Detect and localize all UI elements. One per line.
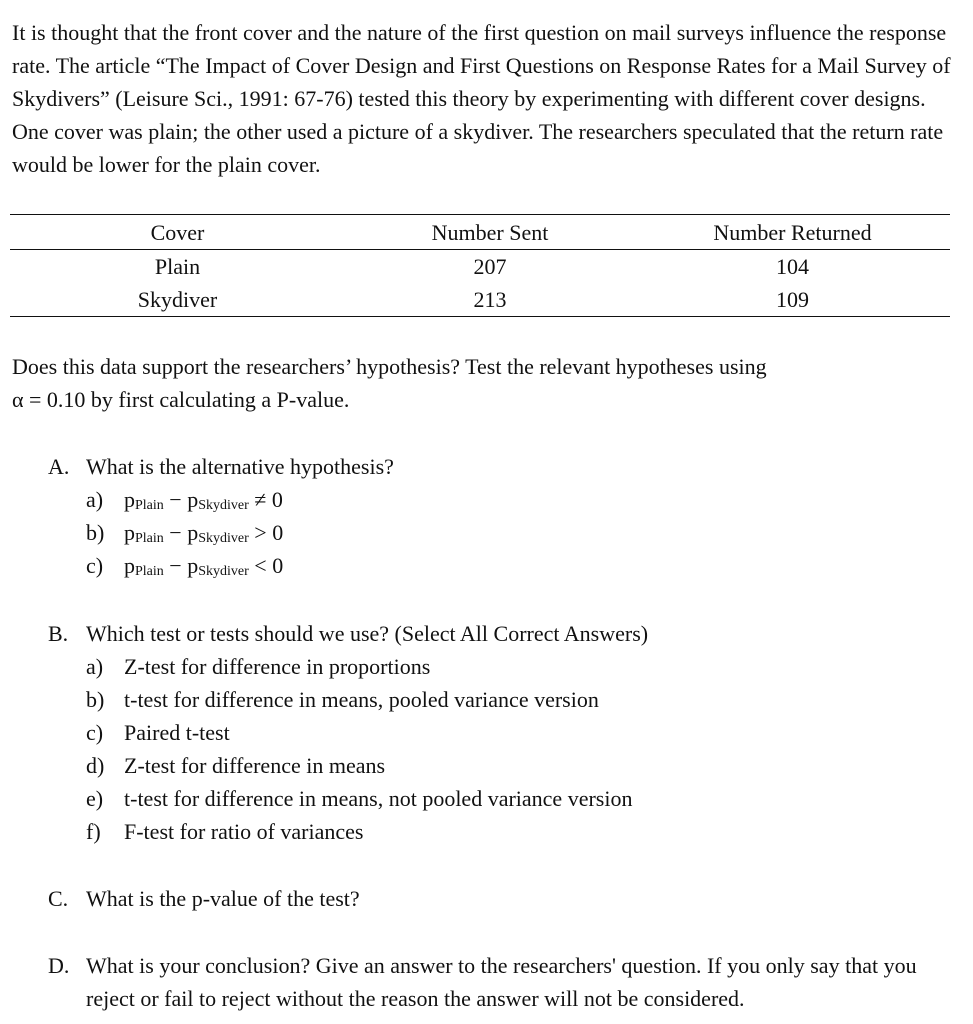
part-d-question: What is your conclusion? Give an answer to the researchers' question. If you only say that you reject or fail to reject without the reason the answer will not be considered. bbox=[86, 953, 917, 1011]
part-a-letter: A. bbox=[48, 454, 70, 479]
rhs-value: 0 bbox=[271, 487, 283, 512]
part-b-options bbox=[48, 650, 958, 848]
p-symbol: p bbox=[187, 487, 199, 512]
subscript-skydiver: Skydiver bbox=[198, 498, 249, 513]
p-symbol: p bbox=[124, 487, 135, 512]
part-a-options bbox=[48, 483, 958, 582]
cell-cover: Skydiver bbox=[10, 283, 345, 317]
operator: ≠ bbox=[248, 487, 272, 512]
subscript-plain: Plain bbox=[135, 564, 164, 579]
operator: < bbox=[248, 553, 273, 578]
option-letter: e) bbox=[86, 786, 104, 811]
header-number-returned: Number Returned bbox=[635, 215, 950, 250]
subscript-plain: Plain bbox=[135, 498, 164, 513]
option-letter: c) bbox=[86, 720, 104, 745]
minus-sign: − bbox=[163, 520, 188, 545]
option-text: t-test for difference in means, not pooled variance version bbox=[124, 786, 633, 811]
option-letter: d) bbox=[86, 753, 105, 778]
data-table bbox=[10, 214, 950, 317]
minus-sign: − bbox=[163, 553, 188, 578]
part-b-option-b[interactable] bbox=[48, 683, 958, 716]
problem-intro: It is thought that the front cover and the nature of the first question on mail surveys influence the response rate. The article “The Impact of Cover Design and First Questions on Response Rates for a Mail Survey of Skydivers” (Leisure Sci., 1991: 67-76) tested this theory by experimenting with different cover designs. One cover was plain; the other used a picture of a skydiver. The researchers speculated that the return rate would be lower for the plain cover. bbox=[12, 20, 951, 177]
table-row bbox=[10, 283, 950, 317]
part-a bbox=[48, 450, 958, 582]
question-line-2: α = 0.10 by first calculating a P-value. bbox=[12, 387, 350, 412]
part-b bbox=[48, 617, 958, 848]
part-a-question: What is the alternative hypothesis? bbox=[86, 454, 394, 479]
part-c bbox=[48, 882, 958, 915]
part-c-question: What is the p-value of the test? bbox=[86, 886, 360, 911]
option-text: Z-test for difference in means bbox=[124, 753, 386, 778]
part-d-letter: D. bbox=[48, 953, 70, 978]
subscript-skydiver: Skydiver bbox=[198, 531, 249, 546]
part-b-option-e[interactable] bbox=[48, 782, 958, 815]
cell-number-returned: 104 bbox=[776, 254, 809, 279]
option-text: t-test for difference in means, pooled variance version bbox=[124, 687, 599, 712]
minus-sign: − bbox=[163, 487, 188, 512]
p-symbol: p bbox=[187, 553, 199, 578]
cell-number-sent: 207 bbox=[473, 254, 507, 279]
cell-number-sent: 213 bbox=[345, 283, 635, 317]
part-b-option-d[interactable] bbox=[48, 749, 958, 782]
part-b-option-f[interactable] bbox=[48, 815, 958, 848]
cell-cover: Plain bbox=[154, 254, 201, 279]
part-c-letter: C. bbox=[48, 886, 69, 911]
part-b-question: Which test or tests should we use? (Select All Correct Answers) bbox=[86, 621, 649, 646]
question-line-1: Does this data support the researchers’ hypothesis? Test the relevant hypotheses using bbox=[12, 354, 767, 379]
part-a-option-c[interactable] bbox=[48, 549, 958, 582]
option-letter: b) bbox=[86, 520, 105, 545]
option-letter: f) bbox=[86, 819, 101, 844]
subscript-plain: Plain bbox=[135, 531, 164, 546]
part-b-option-c[interactable] bbox=[48, 716, 958, 749]
operator: > bbox=[248, 520, 273, 545]
option-letter: c) bbox=[86, 553, 104, 578]
option-expression bbox=[124, 549, 283, 582]
table-header-row bbox=[10, 215, 950, 250]
header-number-sent: Number Sent bbox=[345, 215, 635, 250]
option-letter: b) bbox=[86, 687, 105, 712]
rhs-value: 0 bbox=[272, 553, 284, 578]
option-expression bbox=[124, 516, 283, 549]
part-a-option-b[interactable] bbox=[48, 516, 958, 549]
rhs-value: 0 bbox=[272, 520, 284, 545]
option-letter: a) bbox=[86, 487, 104, 512]
option-expression bbox=[124, 483, 283, 516]
table-row bbox=[10, 250, 950, 284]
p-symbol: p bbox=[124, 553, 135, 578]
option-letter: a) bbox=[86, 654, 104, 679]
part-b-option-a[interactable] bbox=[48, 650, 958, 683]
p-symbol: p bbox=[187, 520, 199, 545]
subscript-skydiver: Skydiver bbox=[198, 564, 249, 579]
question-intro bbox=[12, 350, 962, 416]
cell-number-returned: 109 bbox=[635, 283, 950, 317]
p-symbol: p bbox=[124, 520, 135, 545]
header-cover: Cover bbox=[10, 215, 345, 250]
part-b-letter: B. bbox=[48, 621, 69, 646]
option-text: Paired t-test bbox=[124, 720, 230, 745]
option-text: F-test for ratio of variances bbox=[124, 819, 364, 844]
part-d bbox=[48, 949, 958, 1015]
option-text: Z-test for difference in proportions bbox=[124, 654, 431, 679]
part-a-option-a[interactable] bbox=[48, 483, 958, 516]
